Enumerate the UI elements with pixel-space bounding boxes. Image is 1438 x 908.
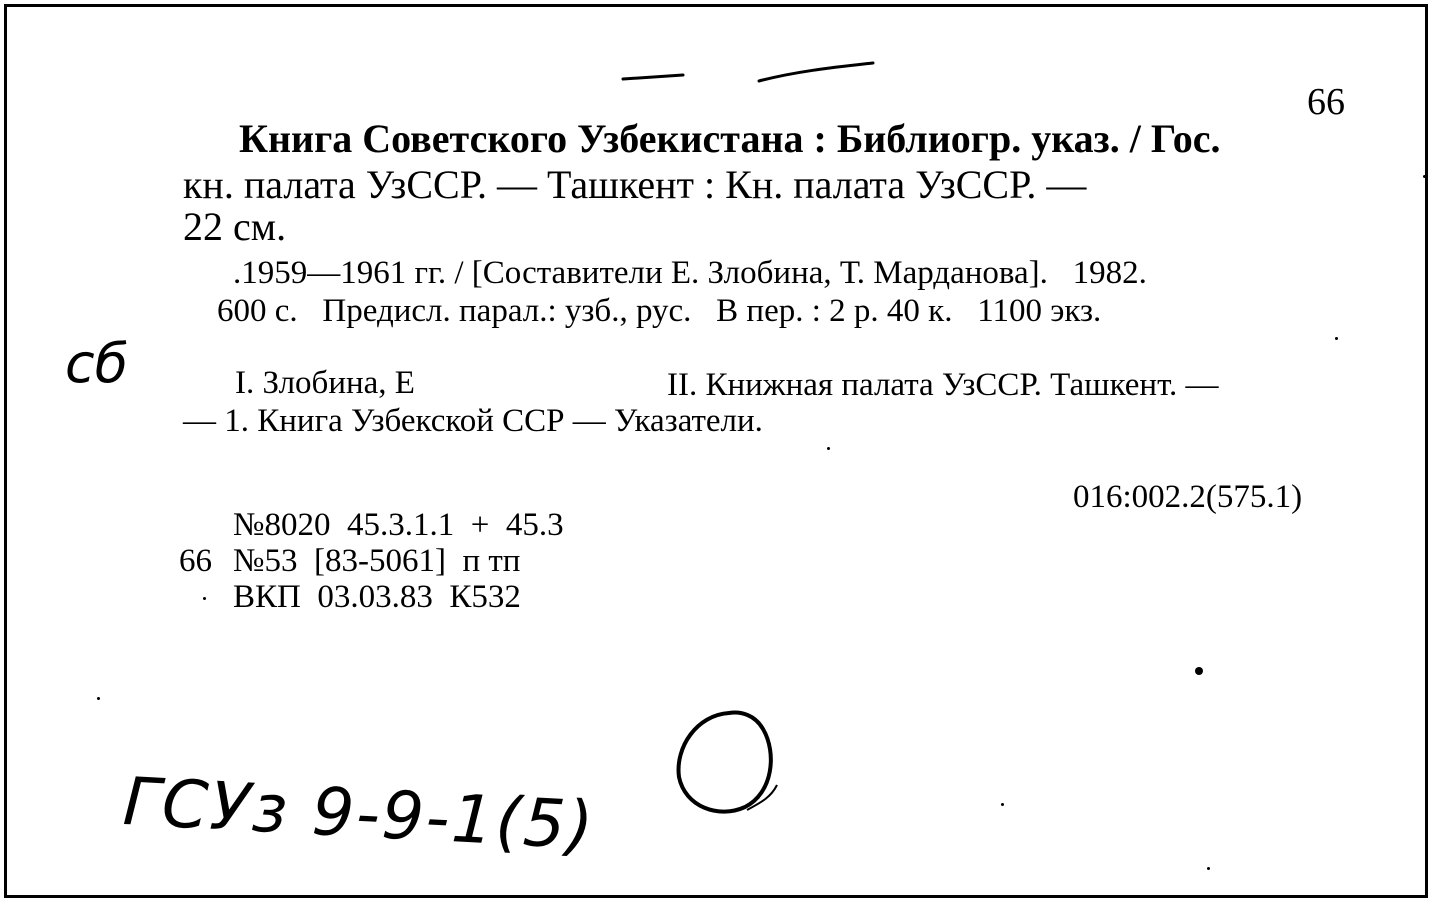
udc-code: 016:002.2(575.1) <box>1073 479 1303 515</box>
ink-speck <box>203 597 206 600</box>
volume-line-1: .1959—1961 гг. / [Составители Е. Злобина, Т. Марданова]. 1982. <box>233 255 1147 291</box>
tracing-corporate: II. Книжная палата УзССР. Ташкент. — <box>667 367 1219 403</box>
ink-speck <box>1335 337 1338 340</box>
margin-handwritten-note: сб <box>65 332 128 395</box>
ink-speck <box>1423 175 1426 178</box>
catalog-card <box>4 4 1428 898</box>
title-line-2: кн. палата УзССР. — Ташкент : Кн. палата УзССР. — <box>183 162 1087 207</box>
print-info-line-3: ВКП 03.03.83 К532 <box>233 579 521 615</box>
tracing-personal: I. Злобина, Е <box>235 365 415 401</box>
title-line-3: 22 см. <box>183 204 287 249</box>
ink-speck <box>97 697 100 700</box>
ink-speck <box>827 447 830 450</box>
ink-dot <box>1195 667 1203 675</box>
print-info-line-1: №8020 45.3.1.1 + 45.3 <box>233 507 564 543</box>
tracing-subject: — 1. Книга Узбекской ССР — Указатели. <box>183 403 763 439</box>
ink-speck <box>1207 867 1210 870</box>
print-info-number: 66 <box>179 543 212 579</box>
ink-speck <box>1001 803 1004 806</box>
hand-drawn-circle <box>679 713 771 812</box>
card-number: 66 <box>1307 81 1345 123</box>
title-line-1: Книга Советского Узбекистана : Библиогр. указ. / Гос. <box>239 116 1221 161</box>
bottom-handwritten-note: ГСУз 9-9-1(5) <box>121 763 597 865</box>
volume-line-2: 600 с. Предисл. парал.: узб., рус. В пер. : 2 р. 40 к. 1100 экз. <box>217 293 1102 329</box>
print-info-line-2: №53 [83-5061] п тп <box>233 543 521 579</box>
